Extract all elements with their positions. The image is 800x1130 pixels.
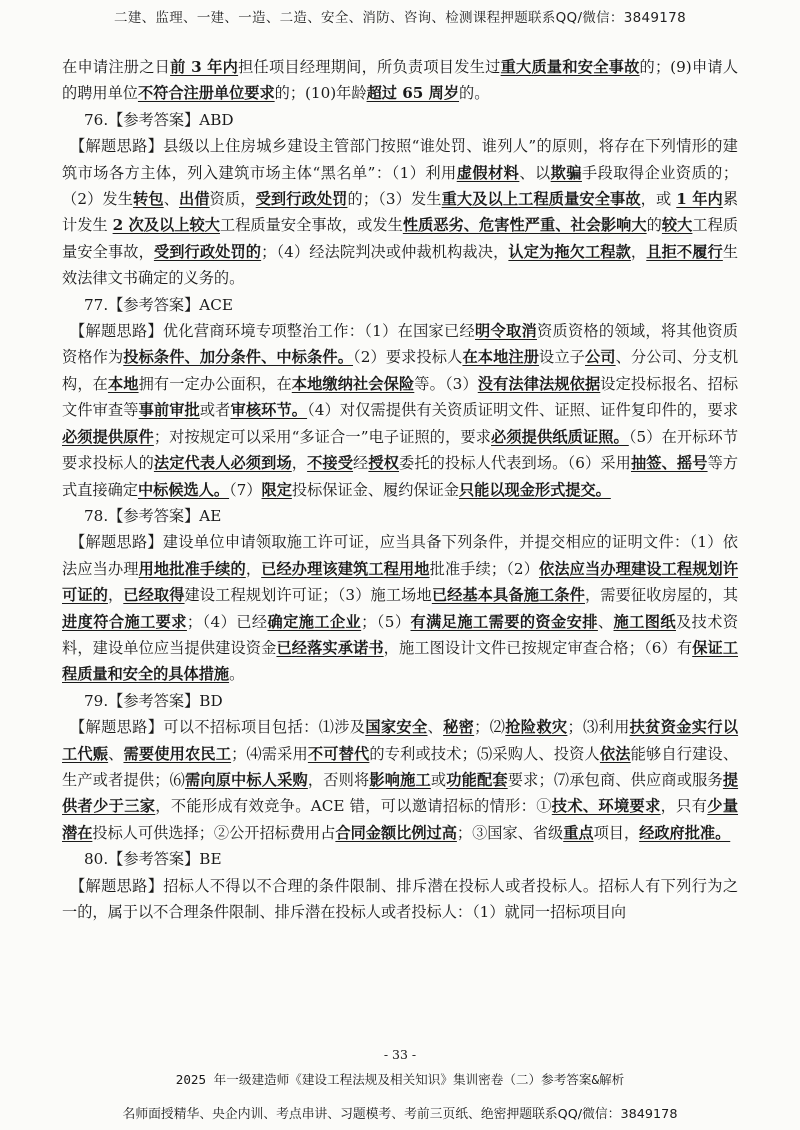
text-segment: （4）对仅需提供有关资质证明文件、证照、证件复印件的，要求	[307, 401, 739, 420]
text-segment: 【解题思路】招标人不得以不合理的条件限制、排斥潜在投标人或者投标人。招标人有下列行为之一的，属于以不合理条件限制、排斥潜在投标人或者投标人：（1）就同一招标项目向	[62, 876, 738, 921]
document-title: 2025 年一级建造师《建设工程法规及相关知识》集训密卷（二）参考答案&解析	[175, 1072, 625, 1087]
text-segment: 、	[163, 190, 180, 209]
text-segment: 等方式直接确定	[62, 454, 739, 499]
text-segment: 担任项目经理期间，所负责项目发生过	[238, 58, 501, 76]
answer-heading	[62, 292, 738, 318]
key-point-text: 授权	[368, 454, 400, 473]
key-point-text: 本地缴纳社会保险	[291, 374, 415, 393]
key-point-text: 虚假材料	[456, 163, 520, 182]
text-segment: 80.【参考答案】BE	[84, 850, 222, 869]
key-point-text: 有满足施工需要的资金安排	[410, 612, 598, 631]
text-segment: 【解题思路】可以不招标项目包括：⑴涉及	[70, 718, 366, 737]
continued-paragraph	[62, 54, 738, 107]
key-point-text: 施工图纸	[613, 612, 676, 631]
key-point-text: 已经落实承诺书	[276, 638, 384, 657]
text-segment: 资质资格的领域，将其他资质资格作为	[62, 322, 738, 367]
key-point-text: 重大质量和安全事故	[500, 58, 640, 76]
text-segment: ；（4）已经	[186, 612, 268, 631]
key-point-text: 公司	[584, 348, 616, 367]
key-point-text: 功能配套	[446, 770, 508, 789]
top-contact-banner: 二建、监理、一建、一造、二造、安全、消防、咨询、检测课程押题联系QQ/微信：3849178	[114, 10, 686, 26]
text-segment: 批准手续；（2）	[429, 559, 540, 578]
key-point-text: 必须提供纸质证照。	[491, 427, 629, 446]
key-point-text: 需要使用农民工	[123, 744, 232, 763]
key-point-text: 用地批准手续的	[138, 559, 246, 578]
key-point-text: 审核环节。	[230, 401, 308, 420]
text-segment: （5）在开标环节要求投标人的	[62, 427, 739, 473]
answer-heading	[62, 107, 738, 133]
key-point-text: 不可替代	[307, 744, 370, 763]
key-point-text: 秘密	[443, 718, 475, 737]
text-segment: 在申请注册之日	[62, 58, 171, 76]
key-point-text: 经政府批准。	[639, 823, 731, 842]
text-segment: 工程质量安全事故，	[62, 216, 739, 261]
key-point-text: 受到行政处罚	[255, 190, 348, 209]
text-segment: 或	[430, 770, 447, 789]
key-point-text: 事前审批	[138, 401, 200, 420]
key-point-text: 不符合注册单位要求	[137, 84, 275, 103]
text-segment: 。	[229, 665, 245, 684]
key-point-text: 性质恶劣、危害性严重、社会影响大	[402, 216, 647, 235]
key-point-text: 国家安全	[365, 718, 428, 737]
text-segment: 拥有一定办公面积，在	[138, 374, 292, 393]
answer-explanation-body	[62, 54, 738, 925]
text-segment: 、以	[519, 163, 551, 182]
key-point-text: 少量潜在	[62, 797, 739, 842]
key-point-text: 已经基本具备施工条件	[431, 586, 585, 605]
key-point-text: 明令取消	[475, 322, 537, 341]
text-segment: ，或	[640, 190, 677, 209]
key-point-text: 欺骗	[550, 163, 582, 182]
answer-heading	[62, 688, 738, 714]
text-segment: ，	[630, 242, 647, 261]
text-segment: 委托的投标人代表到场。（6）采用	[399, 454, 631, 473]
text-segment: 等。（3）	[414, 374, 478, 393]
text-segment: ，只有	[660, 797, 708, 816]
key-point-text: 合同金额比例过高	[335, 823, 457, 842]
text-segment: ；⑷需采用	[231, 744, 308, 763]
text-segment: 及技术资料，建设单位应当提供建设资金	[62, 612, 739, 657]
explanation-paragraph	[62, 873, 738, 926]
text-segment: ；（4）经法院判决或仲裁机构裁决，	[261, 242, 509, 261]
key-point-text: 且拒不履行	[646, 242, 723, 261]
key-point-text: 只能以现金形式提交。	[458, 480, 611, 499]
answer-heading	[62, 846, 738, 872]
text-segment: 项目，	[593, 823, 640, 842]
key-point-text: 进度符合施工要求	[62, 612, 187, 631]
text-segment: 投标保证金、履约保证金	[291, 480, 459, 499]
text-segment: 资质，	[209, 190, 256, 209]
key-point-text: 转包	[133, 190, 164, 209]
key-point-text: 出借	[179, 190, 210, 209]
key-point-text: 已经取得	[123, 586, 185, 605]
key-point-text: 保证工程质量和安全的具体措施	[62, 638, 739, 684]
text-segment: 的。	[459, 84, 490, 103]
text-segment: ，	[245, 559, 262, 578]
text-segment: ，施工图设计文件已按规定审查合格；（6）有	[383, 638, 693, 657]
key-point-text: 不接受	[307, 454, 354, 473]
key-point-text: 技术、环境要求	[551, 797, 661, 816]
key-point-text: 确定施工企业	[267, 612, 362, 631]
answer-heading	[62, 503, 738, 529]
text-segment: ；（5）	[361, 612, 411, 631]
text-segment: 要求；⑺承包商、供应商或服务	[507, 770, 723, 789]
text-segment: ；⑶利用	[567, 718, 630, 737]
text-segment: 78.【参考答案】AE	[84, 506, 222, 525]
page-number: - 33 -	[383, 1047, 417, 1062]
explanation-paragraph	[62, 714, 738, 846]
text-segment: 的专利或技术；⑸采购人、投资人	[369, 744, 600, 763]
key-point-text: 依法	[599, 744, 631, 763]
text-segment: 生效法律文书确定的义务的。	[62, 242, 739, 288]
text-segment: 【解题思路】优化营商环境专项整治工作：（1）在国家已经	[70, 322, 476, 341]
key-point-text: 必须提供原件	[62, 427, 154, 446]
text-segment: 经	[353, 454, 369, 473]
text-segment: 建设工程规划许可证；（3）施工场地	[184, 586, 432, 605]
text-segment: ，不能形成有效竞争。ACE 错，可以邀请招标的情形：①	[155, 797, 552, 816]
key-point-text: 本地	[107, 374, 139, 393]
key-point-text: 中标候选人。	[137, 480, 230, 499]
explanation-paragraph	[62, 318, 738, 503]
text-segment: ，	[291, 454, 308, 473]
text-segment: 或者	[199, 401, 231, 420]
key-point-text: 需向原中标人采购	[184, 770, 308, 789]
text-segment: 能够自行建设、生产或者提供；⑹	[62, 744, 739, 789]
text-segment: 设定投标报名、招标文件审查等	[62, 374, 739, 420]
key-point-text: 2 次及以上较大	[112, 216, 220, 235]
text-segment: 工程质量安全事故，或发生	[219, 216, 403, 235]
key-point-text: 重点	[563, 823, 594, 842]
key-point-text: 认定为拖欠工程款	[508, 242, 631, 261]
key-point-text: 较大	[661, 216, 693, 235]
text-segment: 的；（3）发生	[347, 190, 442, 209]
key-point-text: 超过 65 周岁	[366, 84, 460, 103]
text-segment: 77.【参考答案】ACE	[84, 295, 233, 314]
text-segment: ，否则将	[307, 770, 370, 789]
key-point-text: 抢险救灾	[505, 718, 568, 737]
key-point-text: 没有法律法规依据	[477, 374, 601, 393]
key-point-text: 法定代表人必须到场	[153, 454, 292, 473]
bottom-contact-banner: 名师面授精华、央企内训、考点串讲、习题模考、考前三页纸、绝密押题联系QQ/微信：3849178	[122, 1107, 678, 1122]
text-segment: 的	[646, 216, 662, 235]
key-point-text: 已经办理该建筑工程用地	[261, 559, 430, 578]
explanation-paragraph	[62, 529, 738, 687]
text-segment: 【解题思路】建设单位申请领取施工许可证，应当具备下列条件，并提交相应的证明文件：（1）依法应当办理	[62, 533, 738, 578]
text-segment: 设立子	[539, 348, 585, 367]
text-segment: 、	[427, 718, 444, 737]
key-point-text: 限定	[261, 480, 292, 499]
key-point-text: 投标条件、加分条件、中标条件。	[123, 348, 354, 367]
text-segment: （7）	[229, 480, 262, 499]
key-point-text: 提供者少于三家	[62, 770, 739, 816]
key-point-text: 依法应当办理建设工程规划许可证的	[62, 559, 739, 605]
text-segment: 76.【参考答案】ABD	[84, 110, 234, 129]
explanation-paragraph	[62, 133, 738, 291]
key-point-text: 1 年内	[676, 190, 723, 209]
key-point-text: 受到行政处罚的	[153, 242, 262, 261]
text-segment: 的；(9)申请人的聘用单位	[62, 58, 739, 103]
key-point-text: 重大及以上工程质量安全事故	[441, 190, 641, 209]
text-segment: 的；(10)年龄	[274, 84, 367, 103]
text-segment: 、分公司、分支机构，在	[62, 348, 739, 393]
text-segment: （2）要求投标人	[353, 348, 463, 367]
text-segment: 、	[597, 612, 614, 631]
key-point-text: 影响施工	[369, 770, 431, 789]
text-segment: ，需要征收房屋的，其	[584, 586, 739, 605]
key-point-text: 抽签、摇号	[630, 454, 708, 473]
text-segment: 【解题思路】县级以上住房城乡建设主管部门按照“谁处罚、谁列人”的原则，将存在下列情形的建筑市场各方主体，列入建筑市场主体“黑名单”：（1）利用	[62, 137, 738, 182]
text-segment: 投标人可供选择；②公开招标费用占	[92, 823, 336, 842]
text-segment: ；对按规定可以采用“多证合一”电子证照的，要求	[153, 427, 492, 446]
text-segment: ；⑵	[474, 718, 506, 737]
key-point-text: 前 3 年内	[170, 58, 239, 76]
text-segment: 手段取得企业资质的；（2）发生	[62, 163, 739, 209]
text-segment: 79.【参考答案】BD	[84, 691, 223, 710]
key-point-text: 扶贫资金实行以工代赈	[62, 718, 739, 763]
text-segment: 累计发生	[62, 190, 739, 235]
text-segment: ；③国家、省级	[456, 823, 564, 842]
text-segment: ，	[107, 586, 124, 605]
key-point-text: 在本地注册	[462, 348, 540, 367]
text-segment: 、	[108, 744, 124, 763]
